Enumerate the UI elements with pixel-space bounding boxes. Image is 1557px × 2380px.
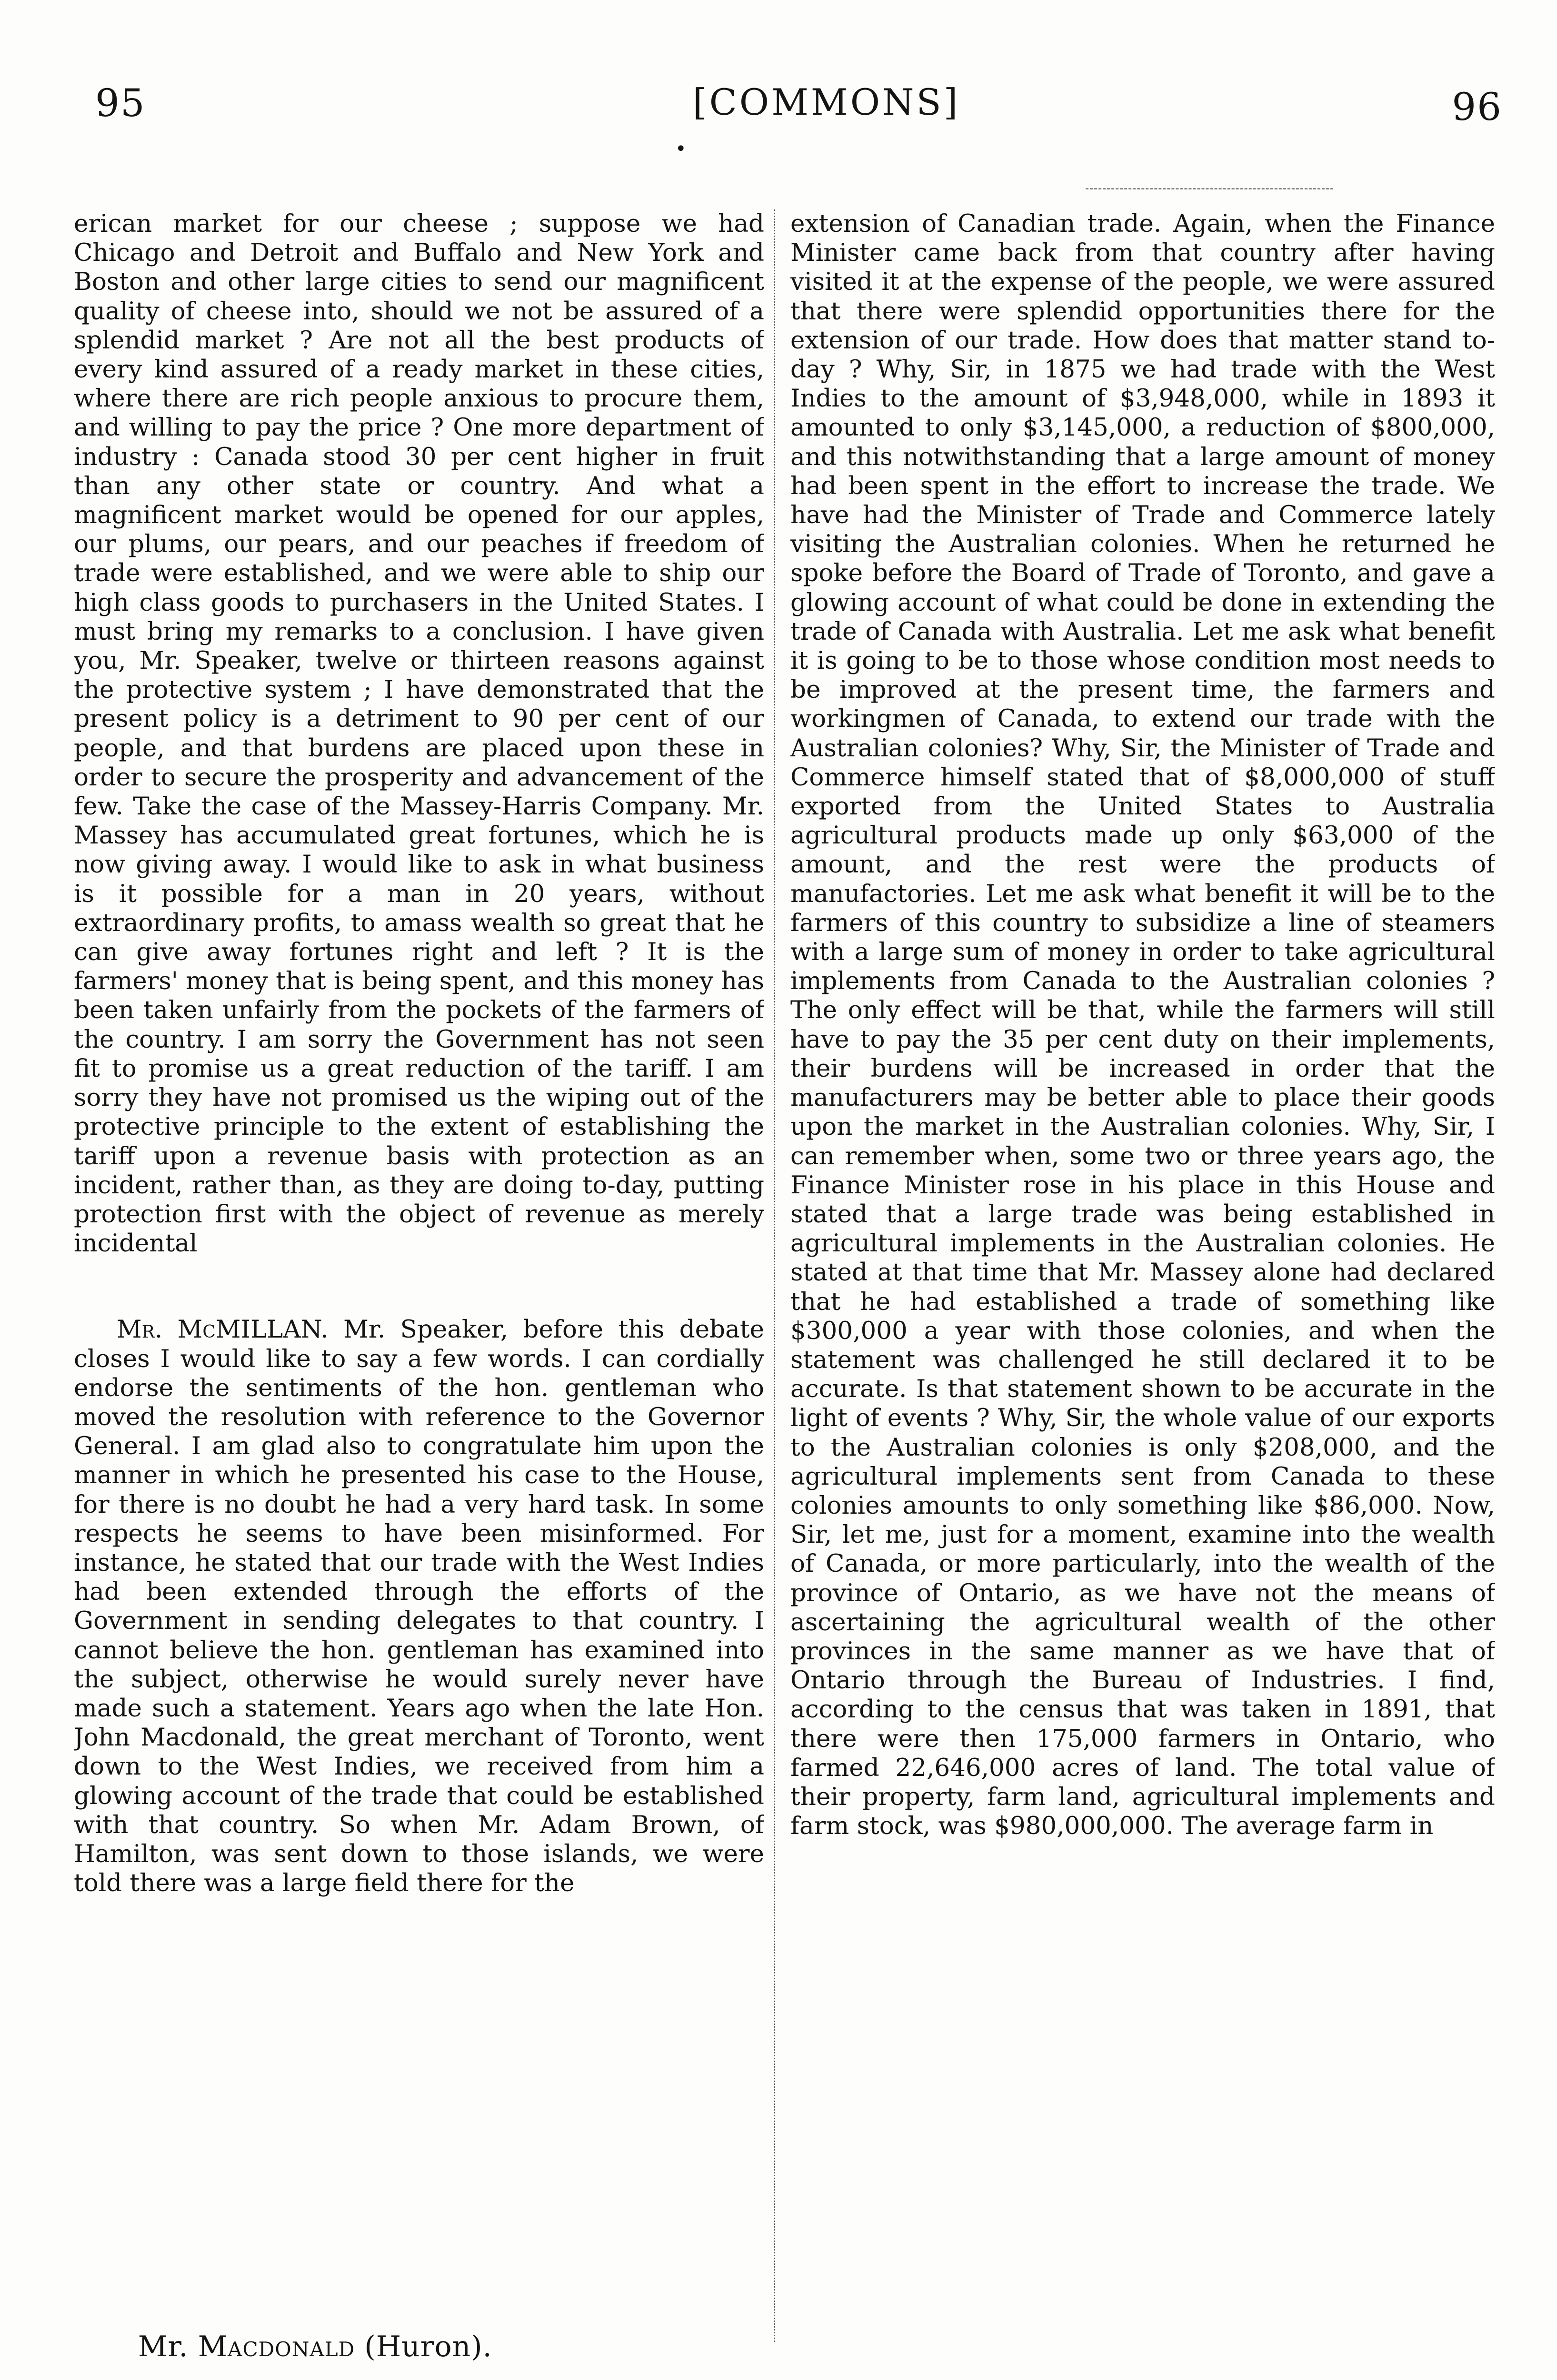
header-dot-ornament: •	[675, 138, 687, 160]
speaker-name: Mr. McMILLAN.	[117, 1315, 329, 1344]
page-number-left: 95	[95, 81, 146, 125]
left-column-continuation-text: erican market for our cheese ; suppose we had Chicago and Detroit and Buffalo and New York and Boston and other large cities to send our magnificent quality of cheese into, should we not be assured of a splendid market ? Are not all the best products of every kind assured of a ready market in these cities, where there are rich people anxious to procure them, and willing to pay the price ? One more department of industry : Canada stood 30 per cent higher in fruit than any other state or country. And what a magnificent market would be opened for our apples, our plums, our pears, and our peaches if freedom of trade were established, and we were able to ship our high class goods to purchasers in the United States. I must bring my remarks to a conclusion. I have given you, Mr. Speaker, twelve or thirteen reasons against the protective system ; I have demonstrated that the present policy is a detriment to 90 per cent of our people, and that burdens are placed upon these in order to secure the prosperity and advancement of the few. Take the case of the Massey-Harris Company. Mr. Massey has accumulated great fortunes, which he is now giving away. I would like to ask in what business is it possible for a man in 20 years, without extraordinary profits, to amass wealth so great that he can give away fortunes right and left ? It is the farmers' money that is being spent, and this money has been taken unfairly from the pockets of the farmers of the country. I am sorry the Government has not seen fit to promise us a great reduction of the tariff. I am sorry they have not promised us the wiping out of the protective principle to the extent of establishing the tariff upon a revenue basis with protection as an incident, rather than, as they are doing to-day, putting protection first with the object of revenue as merely incidental	[74, 209, 764, 1258]
right-column	[790, 209, 1495, 2332]
column-divider	[774, 209, 775, 2342]
speech-mcmillan	[74, 1315, 764, 1898]
page-header	[0, 71, 1557, 160]
footer-riding: (Huron).	[364, 2330, 492, 2363]
footer-member-name: Macdonald	[198, 2330, 355, 2363]
speech-text: Mr. Speaker, before this debate closes I would like to say a few words. I can cordially endorse the sentiments of the hon. gentleman who moved the resolution with reference to the Governor General. I am glad also to congratulate him upon the manner in which he presented his case to the House, for there is no doubt he had a very hard task. In some respects he seems to have been misinformed. For instance, he stated that our trade with the West Indies had been extended through the efforts of the Government in sending delegates to that country. I cannot believe the hon. gentleman has examined into the subject, otherwise he would surely never have made such a statement. Years ago when the late Hon. John Macdonald, the great merchant of Toronto, went down to the West Indies, we received from him a glowing account of the trade that could be established with that country. So when Mr. Adam Brown, of Hamilton, was sent down to those islands, we were told there was a large field there for the	[74, 1315, 764, 1898]
right-column-text: extension of Canadian trade. Again, when the Finance Minister came back from that country after having visited it at the expense of the people, we were assured that there were splendid opportunities there for the extension of our trade. How does that matter stand to-day ? Why, Sir, in 1875 we had trade with the West Indies to the amount of $3,948,000, while in 1893 it amounted to only $3,145,000, a reduction of $800,000, and this notwithstanding that a large amount of money had been spent in the effort to increase the trade. We have had the Minister of Trade and Commerce lately visiting the Australian colonies. When he returned he spoke before the Board of Trade of Toronto, and gave a glowing account of what could be done in extending the trade of Canada with Australia. Let me ask what benefit it is going to be to those whose condition most needs to be improved at the present time, the farmers and workingmen of Canada, to extend our trade with the Australian colonies? Why, Sir, the Minister of Trade and Commerce himself stated that of $8,000,000 of stuff exported from the United States to Australia agricultural products made up only $63,000 of the amount, and the rest were the products of manufactories. Let me ask what benefit it will be to the farmers of this country to subsidize a line of steamers with a large sum of money in order to take agricultural implements from Canada to the Australian colonies ? The only effect will be that, while the farmers will still have to pay the 35 per cent duty on their implements, their burdens will be increased in order that the manufacturers may be better able to place their goods upon the market in the Australian colonies. Why, Sir, I can remember when, some two or three years ago, the Finance Minister rose in his place in this House and stated that a large trade was being established in agricultural implements in the Australian colonies. He stated at that time that Mr. Massey alone had declared that he had established a trade of something like $300,000 a year with those colonies, and when the statement was challenged he still declared it to be accurate. Is that statement shown to be accurate in the light of events ? Why, Sir, the whole value of our exports to the Australian colonies is only $208,000, and the agricultural implements sent from Canada to these colonies amounts to only something like $86,000. Now, Sir, let me, just for a moment, examine into the wealth of Canada, or more particularly, into the wealth of the province of Ontario, as we have not the means of ascertaining the agricultural wealth of the other provinces in the same manner as we have that of Ontario through the Bureau of Industries. I find, according to the census that was taken in 1891, that there were then 175,000 farmers in Ontario, who farmed 22,646,000 acres of land. The total value of their property, farm land, agricultural implements and farm stock, was $980,000,000. The average farm in	[790, 209, 1495, 1841]
running-head: [COMMONS]	[693, 81, 960, 123]
page-number-right: 96	[1452, 85, 1502, 129]
page-footer	[138, 2330, 492, 2363]
top-rule-fragment	[1086, 188, 1333, 189]
speech-paragraph	[74, 1315, 764, 1898]
left-column	[74, 209, 764, 2332]
footer-prefix: Mr.	[138, 2330, 189, 2363]
